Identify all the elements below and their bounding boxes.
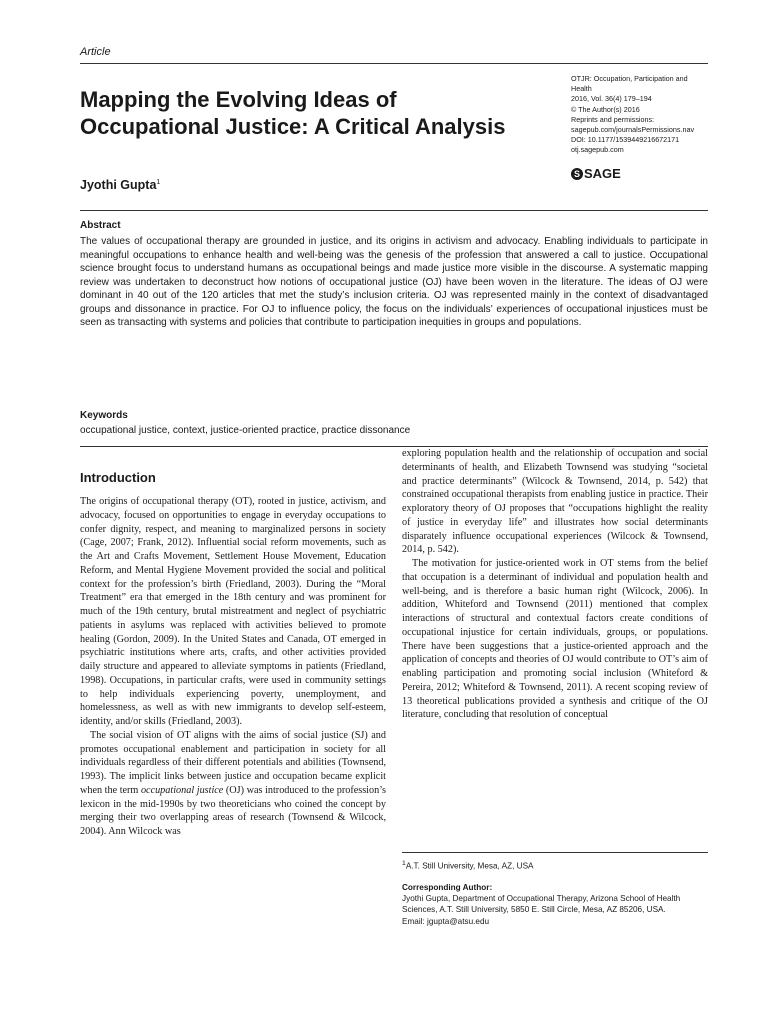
body-paragraph: exploring population health and the relationship of occupation and social determinants of health, and Elizabeth Townsend was studying “societal and practice determinants” (Wilcock & Townsend, 2014, p. 542) that constrained occupational therapists from enabling justice in practice. Their exploratory theory of OJ proposes that “occupations highlight the reality of justice in everyday life” and illustrates how social determinants disparately influence occupational experiences (Wilcock & Townsend, 2014, p. 542).: [402, 448, 708, 556]
footnotes: [402, 858, 708, 927]
publisher-name: SAGE: [584, 166, 621, 181]
journal-info: [571, 74, 721, 156]
journal-info-line: OTJR: Occupation, Participation and: [571, 74, 688, 83]
body-paragraph: The origins of occupational therapy (OT), rooted in justice, activism, and advocacy, focused on opportunities to engage in everyday occupations to confer dignity, respect, and meaning to marginalized persons in society (Cage, 2007; Frank, 2012). Influential social reform movements, such as the Art and Crafts Movement, Settlement House Movement, Education Reform, and Mental Hygiene Movement provided the social and political context for the profession’s birth (Friedland, 2003). During the “Moral Treatment” era that emerged in the 18th century and was prominent for much of the 19th century, brutal mistreatment and neglect of psychiatric patients in asylums was replaced with activities believed to promote healing (Gordon, 2009). In the United States and Canada, OT emerged in psychiatric institutions where arts, crafts, and other activities provided daily structure and appeared to alleviate symptoms in patients (Friedland, 1998). Occupations, in particular crafts, were used in community settings to help individuals experiencing poverty, unemployment, and homelessness, as well as with new immigrants to develop self-esteem, identity, and/or skills (Friedland, 2003).: [80, 496, 386, 727]
footnote-rule: [402, 852, 708, 853]
journal-info-line: DOI: 10.1177/1539449216672171: [571, 135, 680, 145]
abstract-heading: Abstract: [80, 220, 121, 231]
body-emphasis: occupational justice: [140, 784, 224, 796]
body-text: (OJ) was introduced to the profession’s lexicon in the mid-1990s by two theoreticians who coined the concept by merging their two overlapping areas of research (Townsend & Wilcock, 2004). Ann Wilcock was: [80, 784, 386, 837]
corresponding-author-text: Jyothi Gupta, Department of Occupational Therapy, Arizona School of Health Sciences, A.T. Still University, 5850 E. Still Circle, Mesa, AZ 85206, USA.: [402, 894, 681, 915]
header-rule: [80, 63, 708, 64]
affiliation-text: A.T. Still University, Mesa, AZ, USA: [405, 861, 534, 871]
corresponding-author-heading: Corresponding Author:: [402, 882, 493, 892]
journal-info-line: sagepub.com/journalsPermissions.nav: [571, 125, 695, 135]
introduction-heading: Introduction: [80, 470, 156, 485]
body-column-right: [402, 447, 708, 722]
journal-info-line: Reprints and permissions:: [571, 114, 655, 124]
keywords-text: occupational justice, context, justice-oriented practice, practice dissonance: [80, 425, 411, 436]
abstract-rule: [80, 210, 708, 211]
body-column-left: [80, 470, 386, 839]
body-text: The social vision of OT aligns with the aims of social justice (SJ) and promotes occupational enablement and participation in society for all individuals regardless of their different potentials and abilities (Townsend, 1993). The implicit links between justice and occupation became explicit when the term: [80, 729, 386, 796]
affiliation-footnote: [402, 858, 708, 872]
author-name: [80, 178, 160, 192]
author-affiliation-marker: 1: [156, 178, 161, 186]
sage-logo-icon: S: [571, 168, 583, 180]
journal-info-line: otj.sagepub.com: [571, 145, 624, 155]
paper-title: Mapping the Evolving Ideas of Occupational Justice: A Critical Analysis: [80, 87, 506, 139]
corresponding-author-email: Email: jgupta@atsu.edu: [402, 916, 490, 926]
body-paragraph: The motivation for justice-oriented work in OT stems from the belief that occupation is a determinant of individual and population health and well-being, and is therefore a basic human right (Wilcock, 2006). In addition, Whiteford and Townsend (2011) mentioned that complex interactions of structural and contextual factors create conditions of occupational injustice for certain individuals, groups, or populations. There have been suggestions that a justice-oriented approach and the application of concepts and theories of OJ would contribute to OT’s aim of enabling participation and promoting social inclusion (Whiteford & Pereira, 2012; Whiteford & Townsend, 2011). A recent scoping review of 13 theoretical publications provided a synthesis and critique of the OJ literature, concluding that resolution of conceptual: [402, 558, 708, 721]
publisher-logo: [571, 166, 621, 181]
affiliation-marker: 1: [402, 860, 406, 867]
author-name-text: Jyothi Gupta: [80, 178, 157, 192]
article-type-label: Article: [80, 46, 111, 58]
body-paragraph: [80, 729, 386, 839]
journal-info-line: 2016, Vol. 36(4) 179–194: [571, 94, 652, 104]
journal-info-line: Health: [571, 84, 592, 94]
abstract-text: The values of occupational therapy are grounded in justice, and its origins in activism and advocacy. Enabling individuals to participate in meaningful occupations to enhance health and well-being was the genesis of the profession that answered a call to justice. Occupational science brought focus to understand humans as occupational beings and made justice more visible in the discourse. A systematic mapping review was undertaken to deconstruct how notions of occupational justice (OJ) have been woven in the literature. The ideas of OJ were dominant in 40 out of the 120 articles that met the study’s inclusion criteria. OJ was represented mainly in the context of disadvantaged groups and dissonance in practice. For OJ to influence policy, the focus on the individuals’ experiences of occupational injustices must be seen as transacting with systems and policies that contribute to participation inequities in groups and populations.: [80, 236, 708, 328]
journal-info-line: © The Author(s) 2016: [571, 104, 640, 114]
keywords-heading: Keywords: [80, 410, 128, 421]
